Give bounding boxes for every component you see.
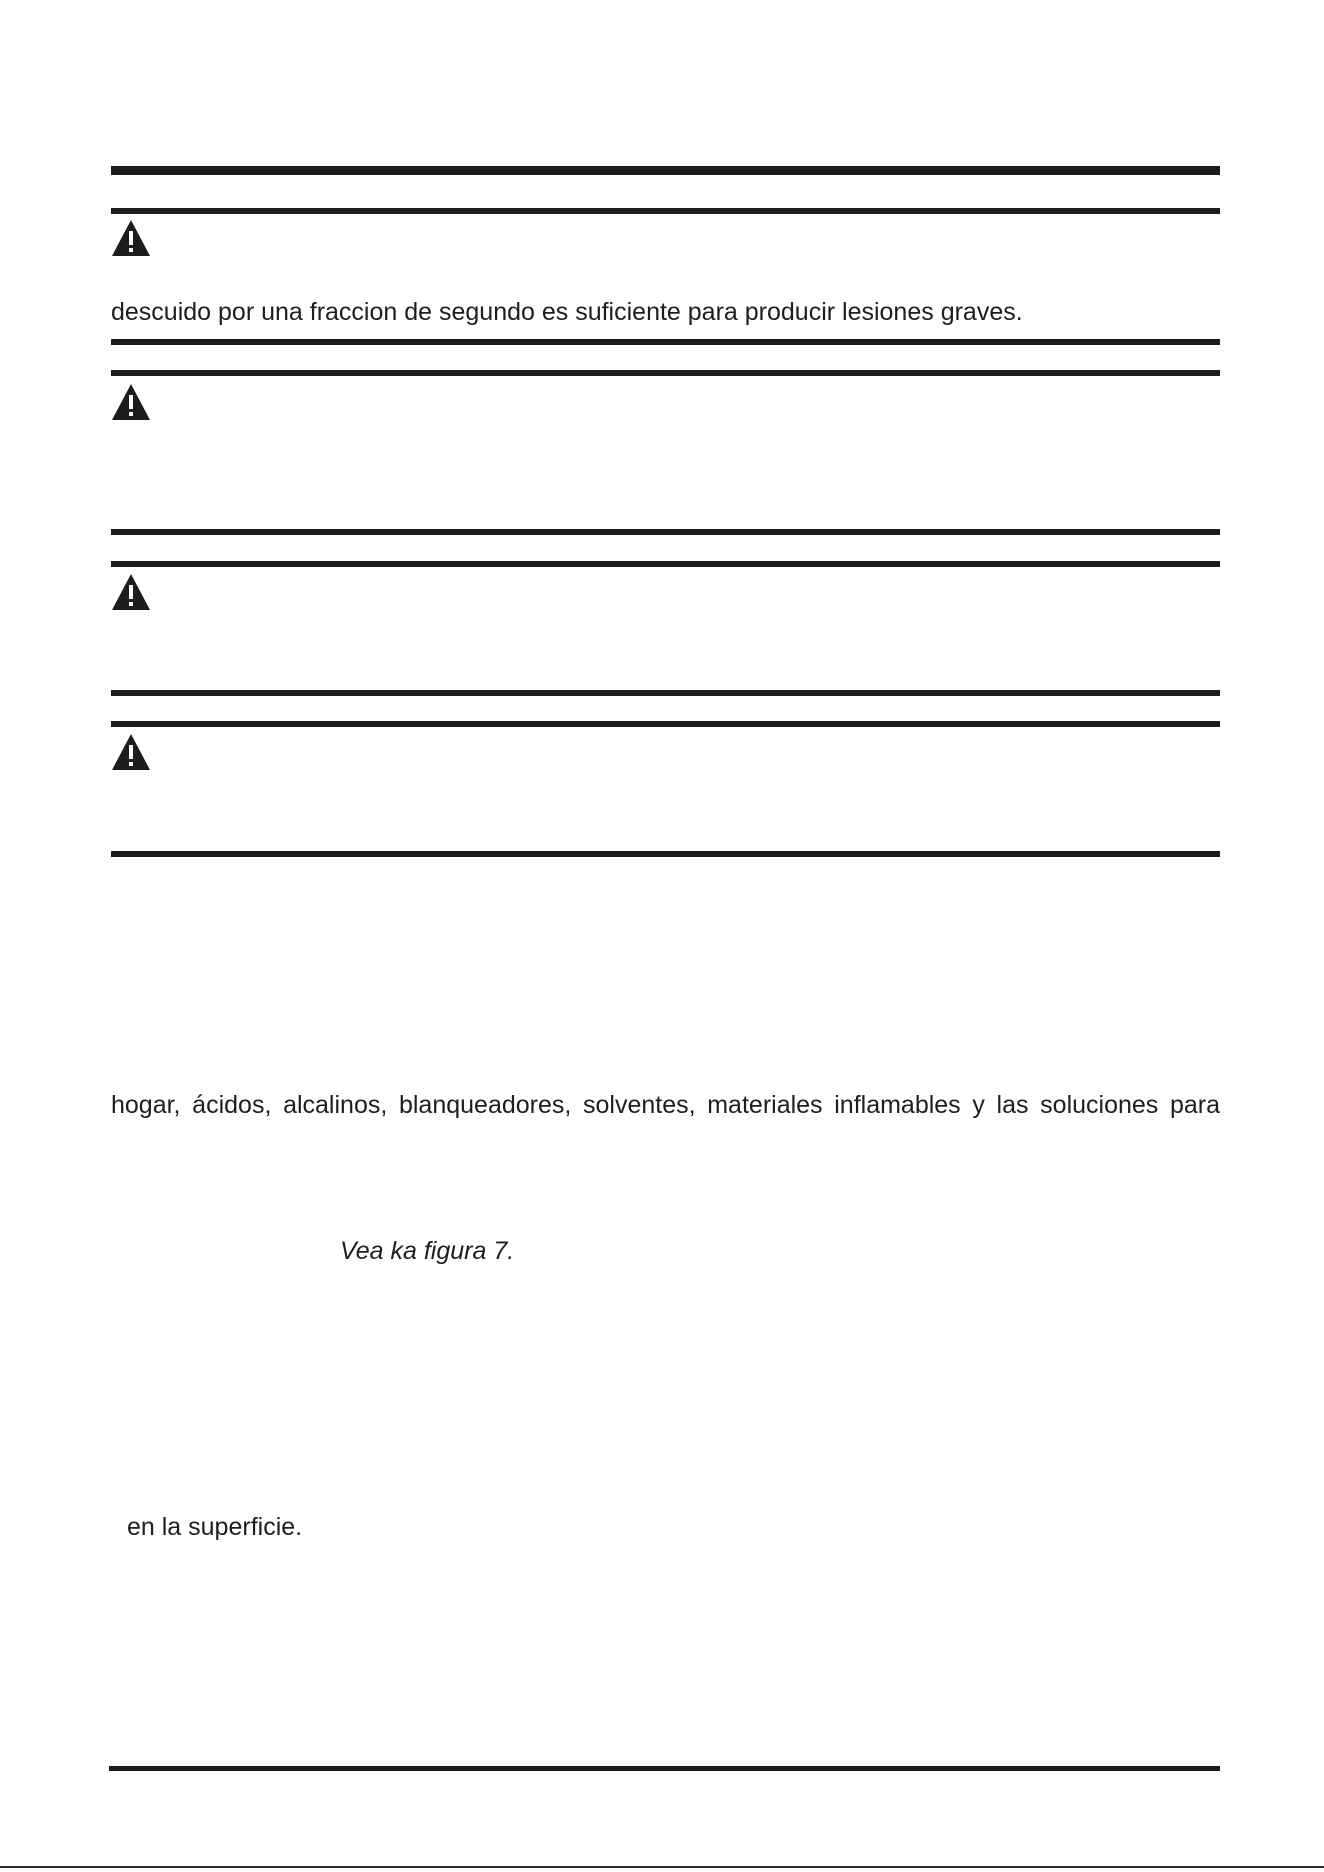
warning-2-top-rule — [111, 370, 1220, 376]
warning-4-top-rule — [111, 721, 1220, 727]
page-bottom-edge — [0, 1866, 1324, 1868]
figure-reference: Vea ka figura 7. — [340, 1237, 515, 1265]
warning-triangle-icon — [111, 219, 151, 257]
warning-3-bottom-rule — [111, 690, 1220, 696]
warning-4-bottom-rule — [111, 851, 1220, 857]
body-line-surface: en la superficie. — [127, 1513, 303, 1541]
body-line-chemicals: hogar, ácidos, alcalinos, blanqueadores, solventes, materiales inflamables y las soluciones para — [111, 1091, 1220, 1119]
top-rule — [111, 166, 1220, 175]
warning-1-text: descuido por una fraccion de segundo es suficiente para producir lesiones graves. — [111, 298, 1023, 326]
bottom-rule — [109, 1766, 1220, 1771]
warning-triangle-icon — [111, 383, 151, 421]
warning-3-top-rule — [111, 561, 1220, 567]
warning-triangle-icon — [111, 733, 151, 771]
warning-1-top-rule — [111, 208, 1220, 214]
warning-2-bottom-rule — [111, 529, 1220, 535]
warning-triangle-icon — [111, 573, 151, 611]
warning-1-bottom-rule — [111, 339, 1220, 345]
